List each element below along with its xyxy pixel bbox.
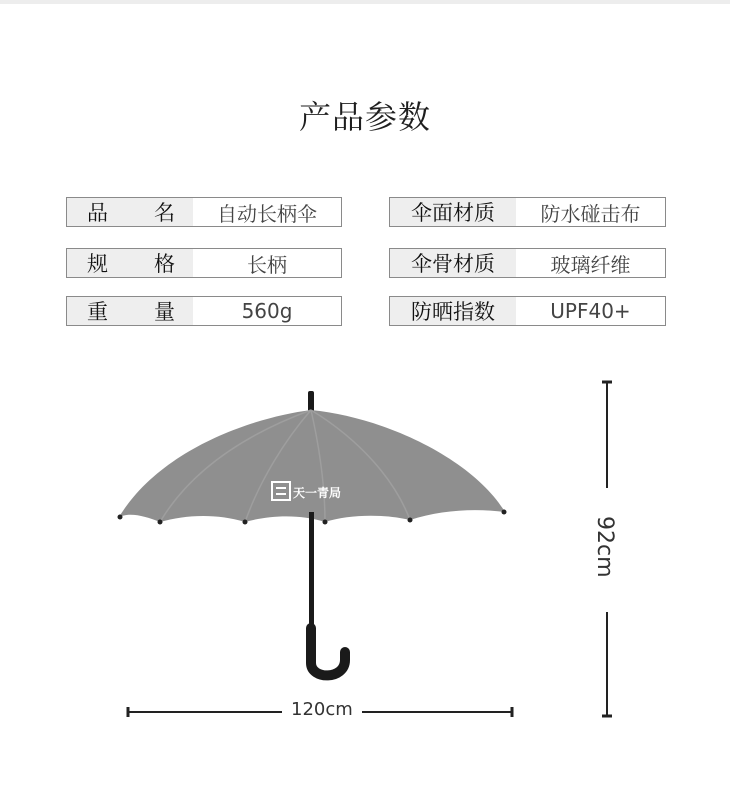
spec-label-name: 品 名 [67, 198, 193, 226]
spec-label-canopy-material: 伞面材质 [390, 198, 516, 226]
umbrella-canopy [119, 410, 505, 522]
rib-tip [502, 510, 507, 515]
rib-tip [243, 520, 248, 525]
rib-tip [158, 520, 163, 525]
spec-label-spec: 规 格 [67, 249, 193, 277]
spec-label-weight: 重 量 [67, 297, 193, 325]
height-dimension-label: 92cm [592, 516, 617, 578]
rib-tip [323, 520, 328, 525]
spec-value-name: 自动长柄伞 [217, 201, 317, 226]
rib-tip [118, 515, 123, 520]
spec-label-rib-material: 伞骨材质 [390, 249, 516, 277]
umbrella-shaft [309, 512, 314, 632]
umbrella-handle [311, 628, 345, 675]
spec-value-canopy-material: 防水碰击布 [540, 201, 641, 226]
page-title: 产品参数 [298, 98, 431, 136]
rib-tip [408, 518, 413, 523]
spec-label-uv-index: 防晒指数 [390, 297, 516, 325]
logo-text: 天一青局 [293, 486, 342, 500]
spec-value-uv-index: UPF40+ [550, 299, 631, 323]
spec-value-spec: 长柄 [247, 252, 287, 277]
spec-value-weight: 560g [241, 299, 293, 323]
width-dimension-label: 120cm [291, 699, 353, 720]
umbrella-tip [308, 391, 314, 413]
spec-value-rib-material: 玻璃纤维 [550, 252, 631, 277]
